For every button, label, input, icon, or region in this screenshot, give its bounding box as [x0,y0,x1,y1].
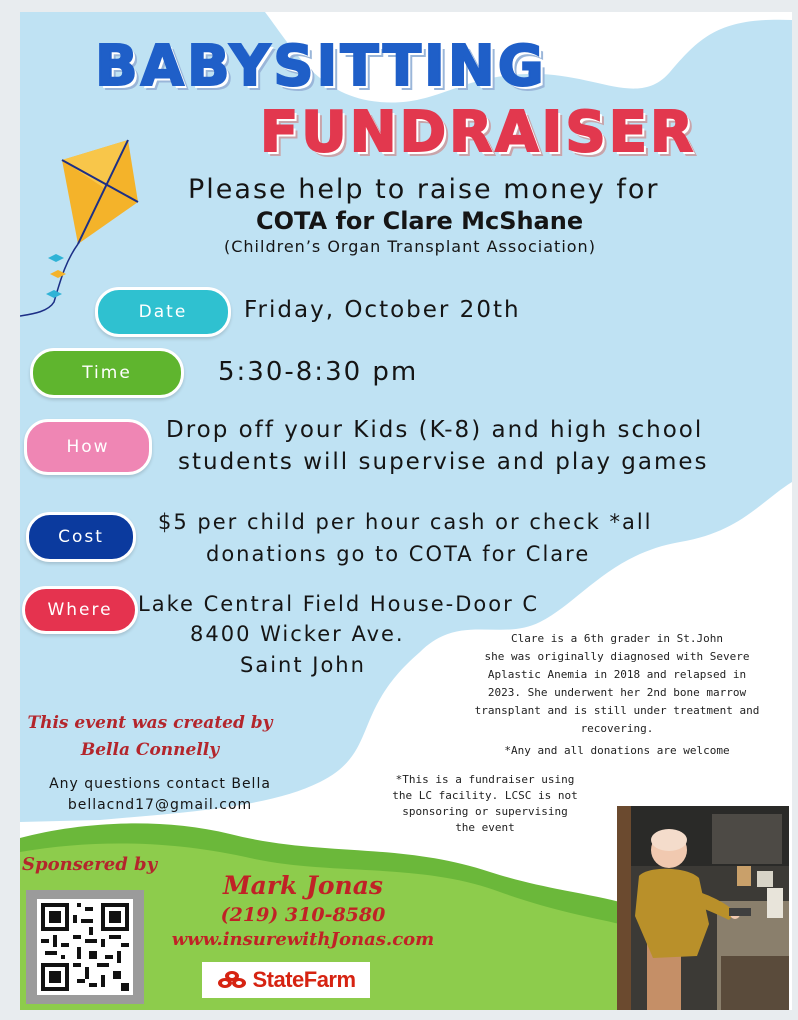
time-pill: Time [30,348,184,398]
where-line-2: 8400 Wicker Ave. [190,622,405,646]
note-line: *This is a fundraiser using [395,773,575,786]
note-line: sponsoring or supervising [402,805,568,818]
statefarm-ovals-icon [216,970,248,990]
date-value: Friday, October 20th [244,297,521,323]
title-line-1: BABYSITTING [95,34,547,99]
clare-photo-graphic [617,806,789,1010]
sponsor-heading: Sponsered by [22,854,158,875]
title-line-2: FUNDRAISER [260,100,697,165]
sponsor-block [158,870,448,952]
story-line: transplant and is still under treatment and [474,704,760,717]
note-line: the LC facility. LCSC is not [392,789,578,802]
sponsor-phone[interactable]: (219) 310-8580 [220,904,386,926]
story-line: Clare is a 6th grader in St.John [511,632,723,645]
how-line-2: students will supervise and play games [178,449,709,475]
clare-photo [617,806,789,1010]
story-line: Aplastic Anemia in 2018 and relapsed in [487,668,747,681]
sponsor-website[interactable]: www.insurewithJonas.com [171,929,435,950]
how-line-1: Drop off your Kids (K-8) and high school [166,417,704,443]
contact-email[interactable]: bellacnd17@gmail.com [67,797,253,813]
cost-pill: Cost [26,512,136,562]
fundraiser-flyer [20,12,792,1010]
creator-line-2: Bella Connelly [80,740,220,760]
date-pill: Date [95,287,231,337]
sponsor-name: Mark Jonas [222,871,384,900]
contact-info [25,774,295,816]
time-value: 5:30-8:30 pm [218,357,419,387]
story-line: she was originally diagnosed with Severe [484,650,750,663]
intro-line-1: Please help to raise money for [188,174,660,205]
note-line: the event [455,821,515,834]
story-line: recovering. [580,722,654,735]
where-pill: Where [22,586,138,634]
story-line: 2023. She underwent her 2nd bone marrow [487,686,747,699]
intro-line-2: COTA for Clare McShane [256,207,584,235]
contact-line: Any questions contact Bella [49,776,271,792]
qr-code[interactable] [26,890,144,1004]
statefarm-logo [202,962,370,998]
creator-line-1: This event was created by [27,713,273,733]
clare-story [452,630,782,760]
cost-line-1: $5 per child per hour cash or check *all [158,510,653,534]
statefarm-logo-text: StateFarm [252,967,356,992]
creator-credit [25,710,275,764]
intro-line-3: (Children’s Organ Transplant Association) [224,237,596,256]
where-line-1: Lake Central Field House-Door C [138,592,540,616]
story-donations-note: *Any and all donations are welcome [504,744,730,757]
qr-code-graphic [37,899,133,995]
where-line-3: Saint John [240,653,366,677]
facility-note [385,772,585,836]
cost-line-2: donations go to COTA for Clare [206,542,591,566]
how-pill: How [24,419,152,475]
